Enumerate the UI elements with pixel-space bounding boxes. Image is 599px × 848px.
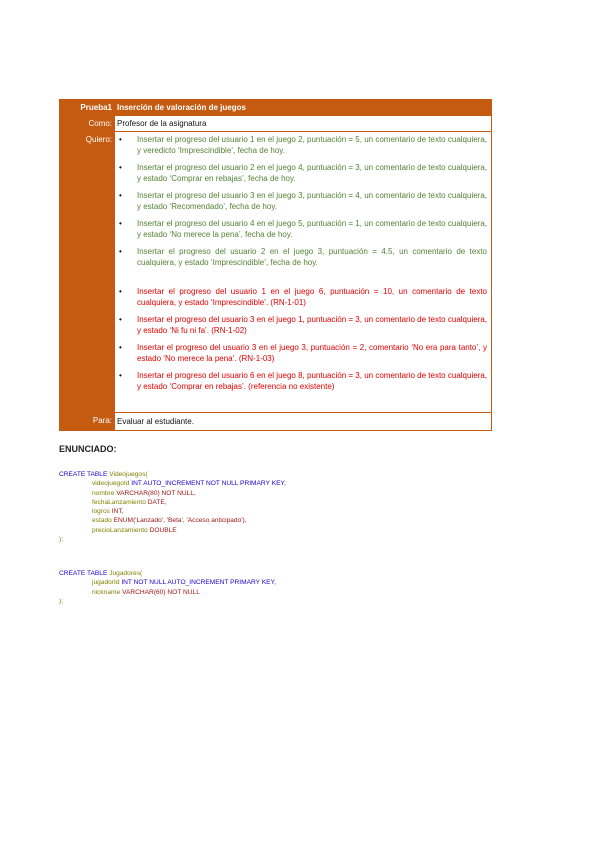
- spacer: [117, 398, 487, 410]
- code-line: logros INT,: [92, 508, 124, 516]
- code-line: videojuegoId INT AUTO_INCREMENT NOT NULL PRIMARY KEY,: [92, 480, 286, 488]
- para-label: Para:: [60, 413, 115, 430]
- para-value: Evaluar al estudiante.: [117, 417, 194, 426]
- spacer: [117, 274, 487, 286]
- bullet-icon: •: [119, 371, 122, 380]
- code-line: );: [59, 536, 64, 544]
- test-title: Inserción de valoración de juegos: [117, 103, 246, 112]
- sql-videojuegos-block: [59, 470, 286, 544]
- code-line: estado ENUM('Lanzado', 'Beta', 'Acceso anticipado'),: [92, 517, 247, 525]
- enunciado-heading: ENUNCIADO:: [59, 444, 117, 454]
- quiero-row: [60, 132, 491, 413]
- code-line: CREATE TABLE Videojuegos(: [59, 471, 148, 478]
- bullet-icon: •: [119, 287, 122, 296]
- quiero-label: Quiero:: [60, 132, 115, 412]
- list-item: • Insertar el progreso del usuario 6 en el juego 8, puntuación = 3, un comentario de texto cualquiera, y estado ‘Comprar en rebajas’. (referencia no existente): [119, 371, 487, 391]
- bullet-icon: •: [119, 219, 122, 228]
- code-line: CREATE TABLE Jugadores(: [59, 570, 143, 577]
- bullet-icon: •: [119, 315, 122, 324]
- code-line: precioLanzamiento DOUBLE: [92, 526, 177, 534]
- sql-jugadores-block: [59, 569, 276, 606]
- como-label: Como:: [60, 116, 115, 131]
- list-item: • Insertar el progreso del usuario 3 en el juego 3, puntuación = 2, comentario ‘No era para tanto’, y estado ‘No merece la pena’. (RN-1-03): [119, 343, 487, 363]
- para-row: [60, 413, 491, 430]
- bullet-icon: •: [119, 163, 122, 172]
- list-item: • Insertar el progreso del usuario 3 en el juego 1, puntuación = 3, un comentario de texto cualquiera, y estado ‘Ni fu ni fa’. (RN-1-02): [119, 315, 487, 335]
- list-item: • Insertar el progreso del usuario 1 en el juego 2, puntuación = 5, un comentario de texto cualquiera, y veredicto ‘Imprescindible’, fecha de hoy.: [119, 135, 487, 155]
- quiero-value: [115, 132, 491, 412]
- code-line: nickname VARCHAR(60) NOT NULL: [92, 588, 200, 596]
- code-line: fechaLanzamiento DATE,: [92, 498, 167, 506]
- bullet-icon: •: [119, 135, 122, 144]
- code-line: );: [59, 597, 64, 605]
- list-item: • Insertar el progreso del usuario 2 en el juego 4, puntuación = 3, un comentario de texto cualquiera, y estado ‘Comprar en rebajas’, fecha de hoy.: [119, 163, 487, 183]
- list-item: • Insertar el progreso del usuario 1 en el juego 6, puntuación = 10, un comentario de texto cualquiera, y estado ‘Imprescindible’. (RN-1-01): [119, 287, 487, 307]
- list-item: • Insertar el progreso del usuario 2 en el juego 3, puntuación = 4.5, un comentario de texto cualquiera, y estado ‘Imprescindible’, fecha de hoy.: [119, 247, 487, 267]
- como-value: Profesor de la asignatura: [117, 119, 207, 128]
- code-line: nombre VARCHAR(80) NOT NULL,: [92, 489, 196, 497]
- valid-items-list: [117, 134, 487, 268]
- bullet-icon: •: [119, 191, 122, 200]
- list-item: • Insertar el progreso del usuario 3 en el juego 3, puntuación = 4, un comentario de texto cualquiera, y estado ‘Recomendado’, fecha de hoy.: [119, 191, 487, 211]
- list-item: • Insertar el progreso del usuario 4 en el juego 5, puntuación = 1, un comentario de texto cualquiera, y estado ‘No merece la pena’, fecha de hoy.: [119, 219, 487, 239]
- bullet-icon: •: [119, 343, 122, 352]
- bullet-icon: •: [119, 247, 122, 256]
- user-story-card: [59, 99, 492, 431]
- como-row: [60, 116, 491, 132]
- invalid-items-list: [117, 286, 487, 392]
- code-line: jugadorId INT NOT NULL AUTO_INCREMENT PRIMARY KEY,: [92, 579, 276, 587]
- test-label: Prueba1: [60, 100, 115, 115]
- card-header: [60, 100, 491, 116]
